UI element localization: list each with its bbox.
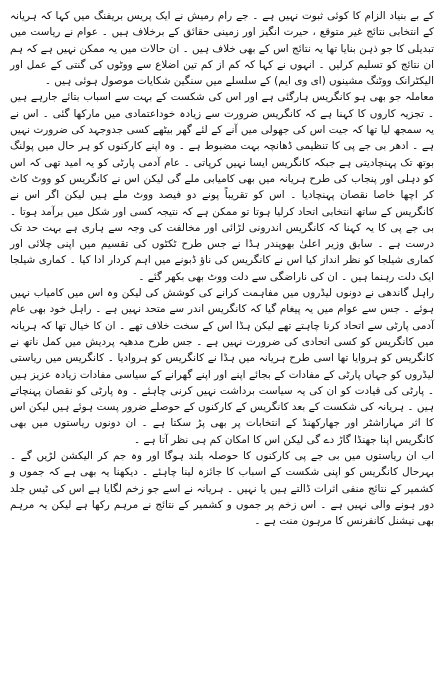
article-paragraph-2: معاملہ جو بھی ہو کانگریس ہارگئی ہے اور اس کی شکست کے بہت سے اسباب بتائے جارہے ہیں ۔ تجزیہ کاروں کا کہنا ہے کہ کانگریس ضرورت سے زیادہ خوداعتمادی میں مارکھا گئی ۔ اس نے یہ سمجھ لیا تھا کہ جیت اس کی جھولی میں آنے کے لئے گھر بیٹھے کسی جدوجہد کی ضرورت نہیں ہے ۔ ادھر بی جے پی کا تنظیمی ڈھانچہ بہت مضبوط ہے ۔ وہ اپنے کارکنوں کو ہر حال میں پولنگ بوتھ تک پہنچادیتی ہے جبکہ کانگریس ایسا نہیں کرپاتی ۔ عام آدمی پارٹی کو یہ امید تھی کہ اس کو دہلی اور پنجاب کی طرح ہریانہ میں بھی کامیابی ملے گی لیکن اس نے کانگریس کو ووٹ کاٹ کر اچھا خاصا نقصان پہنچادیا ۔ اس کو تقریباً پونے دو فیصد ووٹ ملے ہیں لیکن اگر اس نے کانگریس کے ساتھ انتخابی اتحاد کرلیا ہوتا تو ممکن ہے کہ نتیجہ کسی اور شکل میں برآمد ہوتا ۔ بی جے پی کا یہ کہنا کہ کانگریس اندرونی لڑائی اور مخالفت کی وجہ سے ہاری ہے بہت حد تک درست ہے ۔ سابق وزیر اعلیٰ بھوپندر ہڈا نے جس طرح ٹکٹوں کی تقسیم میں اپنی چلائی اور کماری شیلجا کو نظر انداز کیا اس نے کانگریس کی ناؤ ڈبونے میں اہم کردار ادا کیا ۔ کماری شیلجا ایک دلت رہنما ہیں ۔ ان کی ناراضگی سے دلت ووٹ بھی بکھر گئے ۔ xyxy=(10,91,434,283)
article-paragraph-4: اب ان ریاستوں میں بی جے پی کارکنوں کا حوصلہ بلند ہوگا اور وہ جم کر الیکشن لڑیں گے ۔ بہرحال کانگریس کو اپنی شکست کے اسباب کا جائزہ لینا چاہئے ۔ دیکھنا یہ بھی ہے کہ جموں و کشمیر کے نتائج منفی اثرات ڈالتے ہیں یا نہیں ۔ ہریانہ نے اسے جو زخم لگایا ہے اس کی ٹیس جلد دور ہونے والی نہیں ہے ۔ اس زخم پر جموں و کشمیر کے نتائج نے مرہم رکھا ہے لیکن یہ مرہم بھی نیشنل کانفرنس کا مرہون منت ہے ۔ xyxy=(10,450,434,528)
article-paragraph-1: کے بے بنیاد الزام کا کوئی ثبوت نہیں ہے ۔ جے رام رمیش نے ایک پریس بریفنگ میں کہا کہ ہریانہ کے انتخابی نتائج غیر متوقع ، حیرت انگیز اور زمینی حقائق کے برخلاف ہیں ۔ عوام نے ریاست میں تبدیلی کا جو ذہن بنایا تھا یہ نتائج اس کے بھی خلاف ہیں ۔ ان حالات میں یہ ممکن نہیں ہے کہ ہم ان نتائج کو تسلیم کرلیں ۔ انہوں نے کہا کہ کم از کم تین اضلاع سے ووٹوں کی گنتی کے عمل اور الیکٹرانک ووٹنگ مشینوں (ای وی ایم) کے سلسلے میں سنگین شکایات موصول ہوئی ہیں ۔ xyxy=(10,10,434,88)
article-paragraph-3: راہل گاندھی نے دونوں لیڈروں میں مفاہمت کرانے کی کوشش کی لیکن وہ اس میں کامیاب نہیں ہوئے ۔ جس سے عوام میں یہ پیغام گیا کہ کانگریس اندر سے متحد نہیں ہے ۔ راہل خود بھی عام آدمی پارٹی سے اتحاد کرنا چاہتے تھے لیکن ہڈا اس کے سخت خلاف تھے ۔ ان کا خیال تھا کہ ہریانہ میں کانگریس کو کسی اتحادی کی ضرورت نہیں ہے ۔ جس طرح مدھیہ پردیش میں کمل ناتھ نے کانگریس کو ہروایا تھا اسی طرح ہریانہ میں ہڈا نے کانگریس کو ہروادیا ۔ کانگریس میں ریاستی لیڈروں کو جہاں پارٹی کے مفادات کے بجائے اپنے اور اپنے گھرانے کے سیاسی مفادات زیادہ عزیز ہیں ۔ پارٹی کی قیادت کو ان کی یہ سیاست برداشت نہیں کرنی چاہئے ۔ وہ پارٹی کو نقصان پہنچاتے ہیں ۔ ہریانہ کی شکست کے بعد کانگریس کے کارکنوں کے حوصلے ضرور پست ہوئے ہیں لیکن اس کا اثر مہاراشٹر اور جھارکھنڈ کے انتخابات پر بھی پڑ سکتا ہے ۔ ان دونوں ریاستوں میں بھی کانگریس اپنا جھنڈا گاڑ دے گی لیکن اس کا امکان کم ہی نظر آتا ہے ۔ xyxy=(10,287,434,446)
